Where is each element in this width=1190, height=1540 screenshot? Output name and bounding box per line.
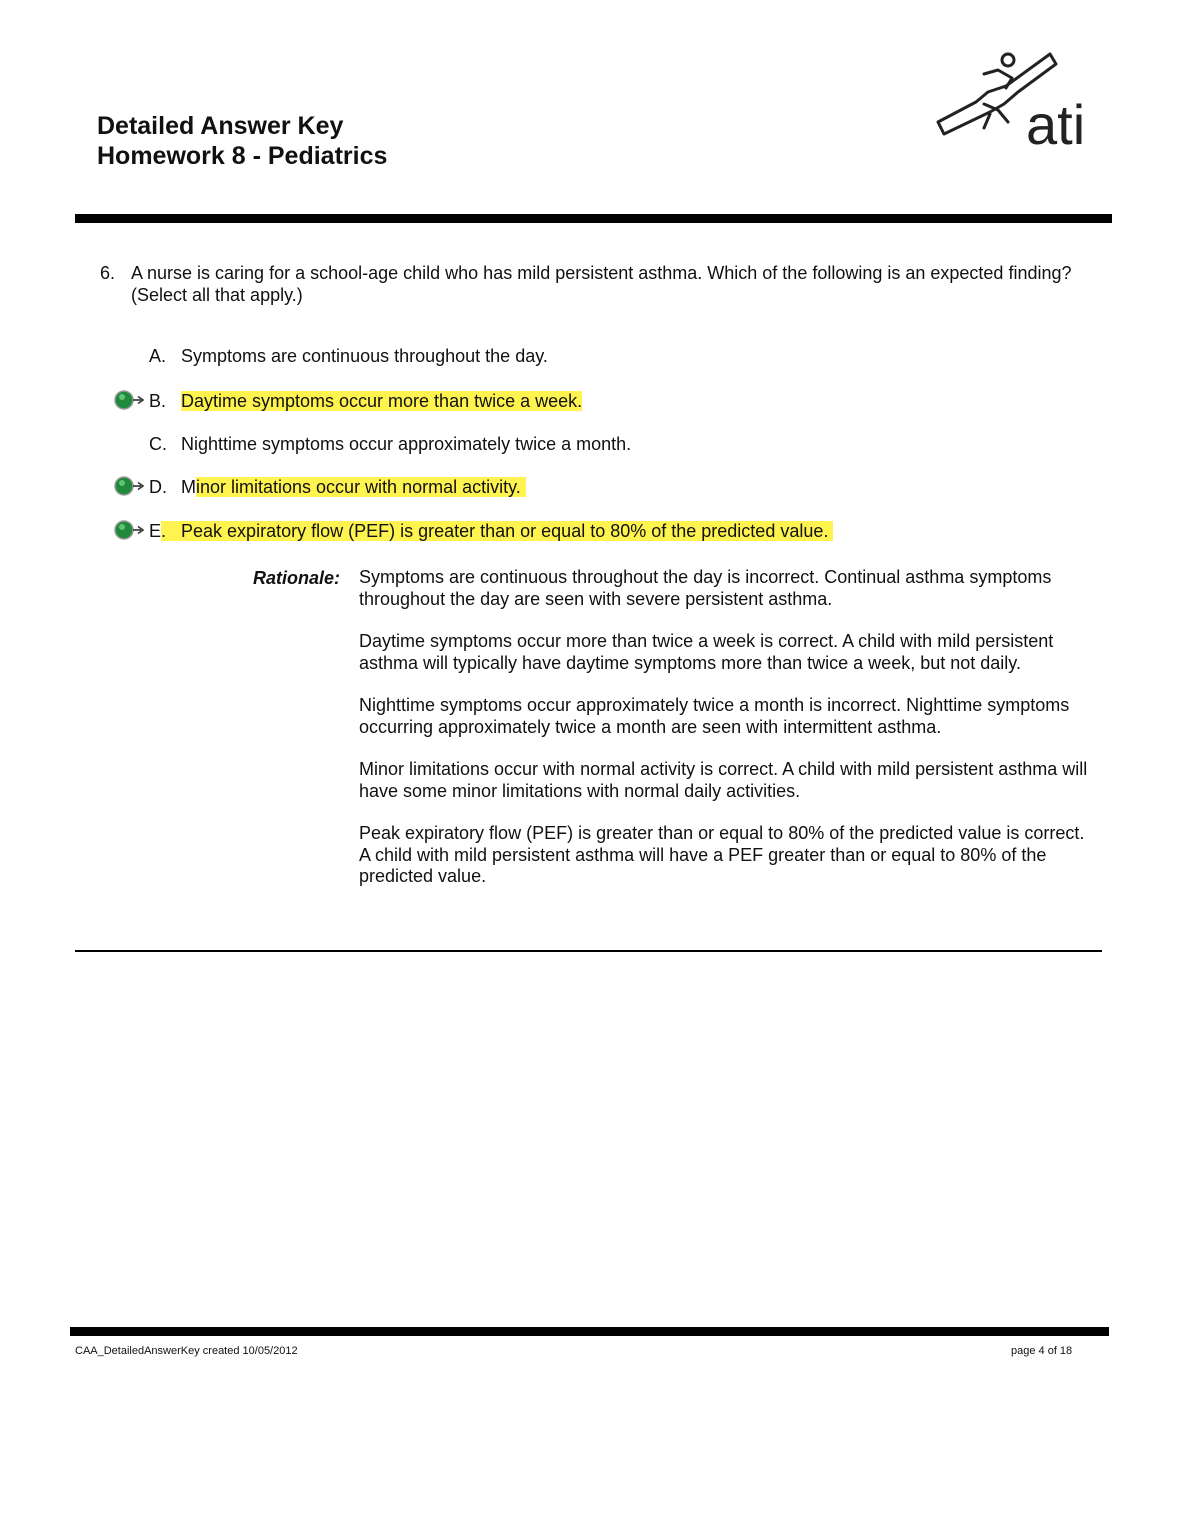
ati-logo (932, 48, 1104, 148)
option-letter: E (149, 521, 162, 541)
question-block (100, 262, 1090, 306)
title-line-1: Detailed Answer Key (97, 112, 344, 140)
page-title (97, 111, 387, 171)
footer-divider (70, 1327, 1109, 1336)
option-letter: D. (149, 477, 167, 497)
option-text-highlighted: inor limitations occur with normal activity. (196, 477, 526, 497)
option-e (149, 520, 833, 542)
rationale-paragraph: Daytime symptoms occur more than twice a week is correct. A child with mild persistent asthma will typically have daytime symptoms more than twice a week, but not daily. (359, 631, 1054, 673)
rationale-paragraph: Nighttime symptoms occur approximately twice a month is incorrect. Nighttime symptoms occurring approximately twice a month are seen with intermittent asthma. (359, 695, 1070, 737)
question-number: 6. (100, 263, 116, 283)
green-circle-arrow-icon (113, 519, 145, 541)
option-text-prefix: M (181, 477, 196, 497)
footer-page-number: page 4 of 18 (1011, 1345, 1073, 1357)
option-letter: A. (149, 346, 167, 366)
option-text-highlighted: Daytime symptoms occur more than twice a week. (181, 391, 583, 411)
green-circle-arrow-icon (113, 475, 145, 497)
option-c (149, 433, 631, 455)
rationale-label: Rationale: (253, 568, 341, 588)
header-divider (75, 214, 1112, 223)
title-line-2: Homework 8 - Pediatrics (97, 142, 388, 170)
rationale-body (359, 567, 1089, 909)
option-text-highlighted: . Peak expiratory flow (PEF) is greater than or equal to 80% of the predicted value. (161, 521, 834, 541)
option-b (149, 390, 582, 412)
green-circle-arrow-icon (113, 389, 145, 411)
option-letter: B. (149, 391, 167, 411)
option-d (149, 476, 526, 498)
rationale-paragraph: Minor limitations occur with normal activity is correct. A child with mild persistent asthma will have some minor limitations with normal daily activities. (359, 759, 1088, 801)
option-text: Symptoms are continuous throughout the day. (181, 346, 548, 366)
question-text: A nurse is caring for a school-age child who has mild persistent asthma. Which of the following is an expected finding? (Select all that apply.) (131, 263, 1072, 305)
option-letter: C. (149, 434, 167, 454)
footer-document-info: CAA_DetailedAnswerKey created 10/05/2012 (75, 1345, 298, 1357)
option-text: Nighttime symptoms occur approximately twice a month. (181, 434, 632, 454)
rationale-paragraph: Peak expiratory flow (PEF) is greater than or equal to 80% of the predicted value is correct. A child with mild persistent asthma will have a PEF greater than or equal to 80% of the predicted value. (359, 823, 1085, 886)
option-a (149, 345, 548, 367)
rationale-paragraph: Symptoms are continuous throughout the day is incorrect. Continual asthma symptoms throughout the day are seen with severe persistent asthma. (359, 567, 1052, 609)
question-divider (75, 950, 1102, 952)
logo-wordmark: ati (1026, 93, 1086, 148)
